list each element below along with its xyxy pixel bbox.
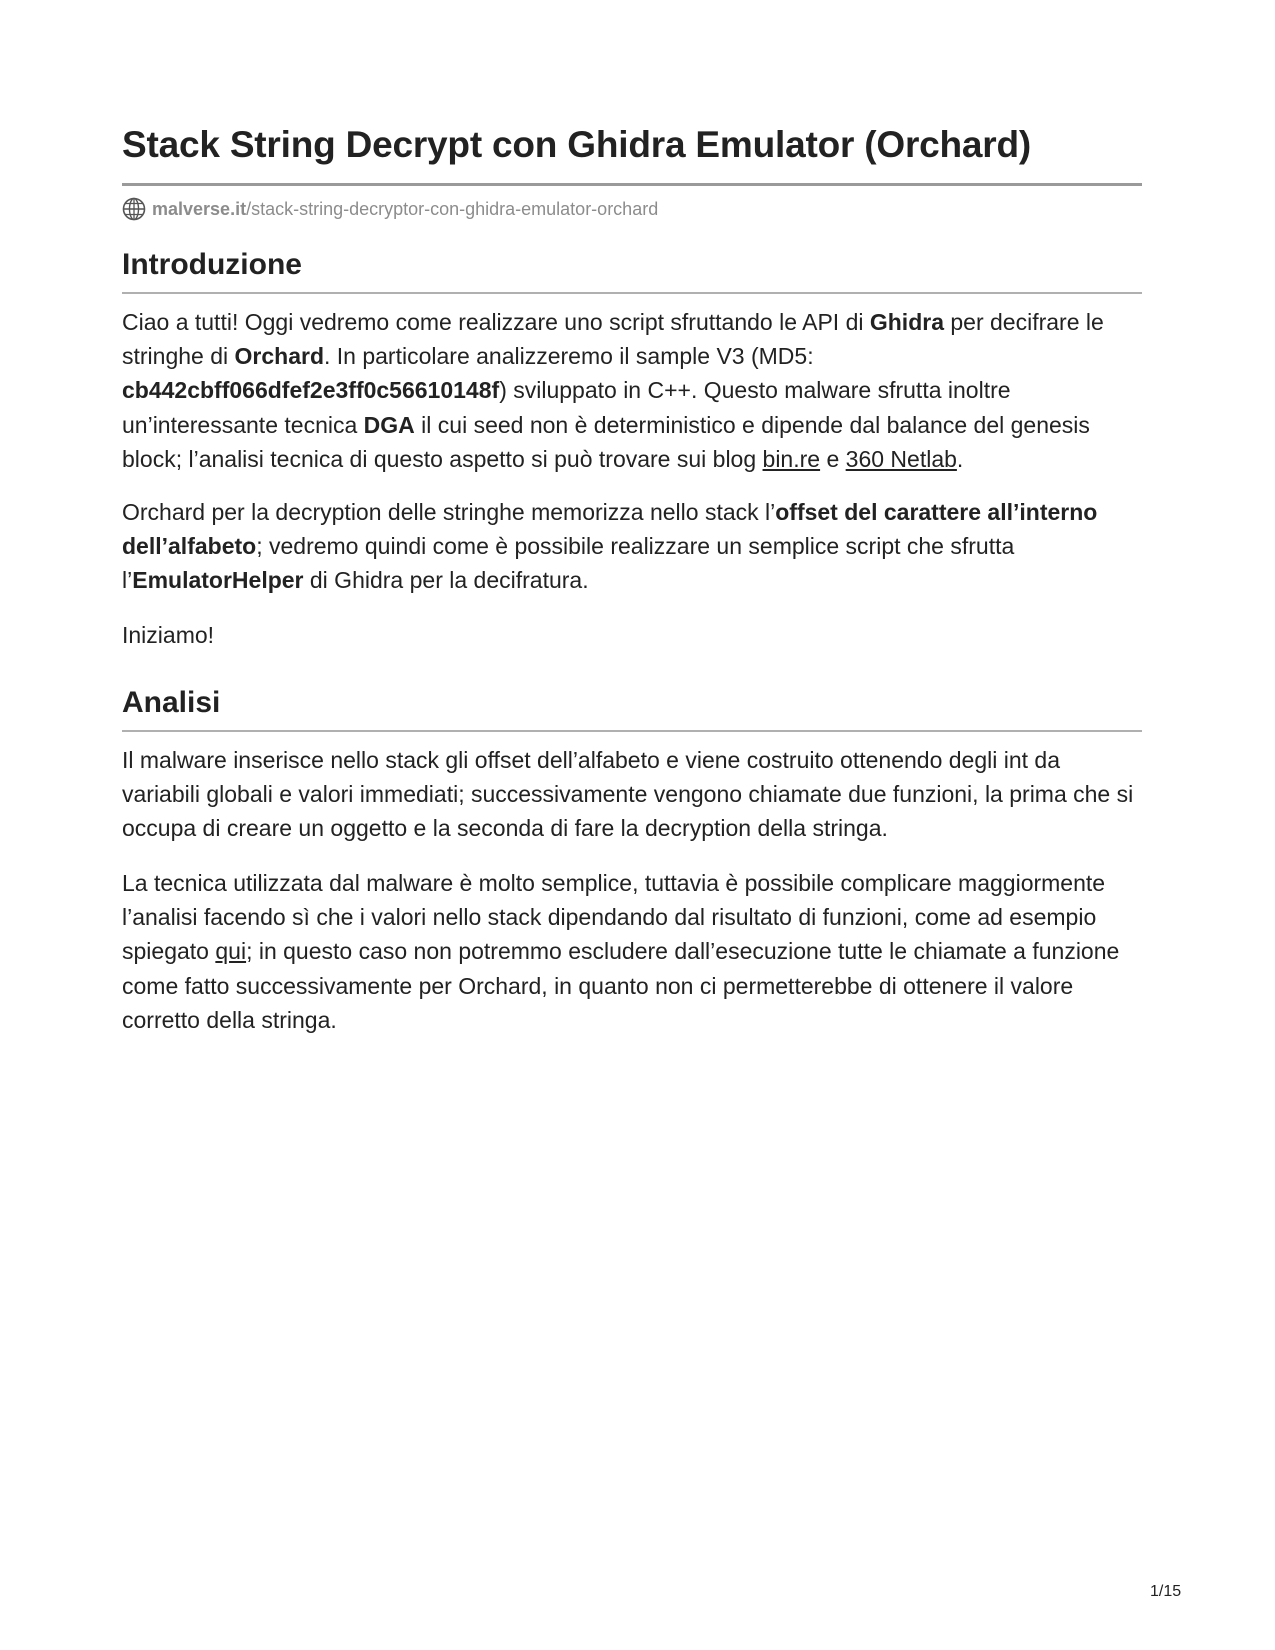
source-domain: malverse.it bbox=[152, 198, 247, 219]
link-360-netlab[interactable]: 360 Netlab bbox=[845, 445, 957, 472]
bold-offset-phrase: offset del carattere all’interno dell’alfabeto bbox=[122, 499, 1098, 560]
section-heading-analisi: Analisi bbox=[122, 686, 221, 719]
text-run: di Ghidra per la decifratura. bbox=[303, 567, 589, 594]
bold-orchard: Orchard bbox=[234, 343, 324, 370]
text-run: Orchard per la decryption delle stringhe memorizza nello stack l’ bbox=[122, 499, 776, 525]
text-run: per decifrare le stringhe di bbox=[122, 309, 1104, 370]
intro-paragraph-3: Iniziamo! bbox=[122, 622, 215, 648]
text-run: ; in questo caso non potremmo escludere dall’esecuzione tutte le chiamate a funzione come fatto successivamente per Orchard, in quanto non ci permetterebbe di ottenere il valore corretto della stringa. bbox=[122, 938, 1120, 1033]
section-heading-introduzione: Introduzione bbox=[122, 248, 302, 281]
source-url[interactable] bbox=[122, 196, 658, 222]
intro-paragraph-1 bbox=[122, 305, 1142, 476]
bold-ghidra: Ghidra bbox=[869, 309, 944, 335]
page-number: 1/15 bbox=[1150, 1583, 1182, 1600]
intro-paragraph-2 bbox=[122, 495, 1142, 598]
text-run: La tecnica utilizzata dal malware è molto semplice, tuttavia è possibile complicare maggiormente l’analisi facendo sì che i valori nello stack dipendando dal risultato di funzioni, come ad esempio spiegato bbox=[122, 870, 1106, 965]
text-run: il cui seed non è deterministico e dipende dal balance del genesis block; l’analisi tecnica di questo aspetto si può trovare sui blog bbox=[122, 411, 1090, 472]
title-divider bbox=[122, 183, 1142, 186]
source-path: /stack-string-decryptor-con-ghidra-emulator-orchard bbox=[246, 198, 659, 219]
text-run: e bbox=[820, 445, 846, 472]
text-run: . In particolare analizzeremo il sample V3 (MD5: bbox=[324, 343, 814, 370]
text-run: . bbox=[956, 445, 964, 472]
bold-emulatorhelper: EmulatorHelper bbox=[132, 567, 304, 594]
page-title: Stack String Decrypt con Ghidra Emulator (Orchard) bbox=[122, 124, 1032, 165]
text-run: Ciao a tutti! Oggi vedremo come realizzare uno script sfruttando le API di bbox=[122, 309, 870, 335]
globe-icon bbox=[122, 197, 146, 221]
section-divider bbox=[122, 730, 1142, 732]
link-qui[interactable]: qui bbox=[215, 938, 247, 965]
bold-md5-hash: cb442cbff066dfef2e3ff0c56610148f bbox=[122, 377, 500, 404]
text-run: ; vedremo quindi come è possibile realizzare un semplice script che sfrutta l’ bbox=[122, 533, 1015, 594]
section-divider bbox=[122, 292, 1142, 294]
analisi-paragraph-1: Il malware inserisce nello stack gli offset dell’alfabeto e viene costruito ottenendo degli int da variabili globali e valori immediati; successivamente vengono chiamate due funzioni, la prima che si occupa di creare un oggetto e la seconda di fare la decryption della stringa. bbox=[122, 747, 1134, 842]
bold-dga: DGA bbox=[363, 411, 415, 438]
analisi-paragraph-2 bbox=[122, 866, 1142, 1037]
text-run: ) sviluppato in C++. Questo malware sfrutta inoltre un’interessante tecnica bbox=[122, 377, 1011, 438]
link-bin-re[interactable]: bin.re bbox=[762, 445, 821, 472]
